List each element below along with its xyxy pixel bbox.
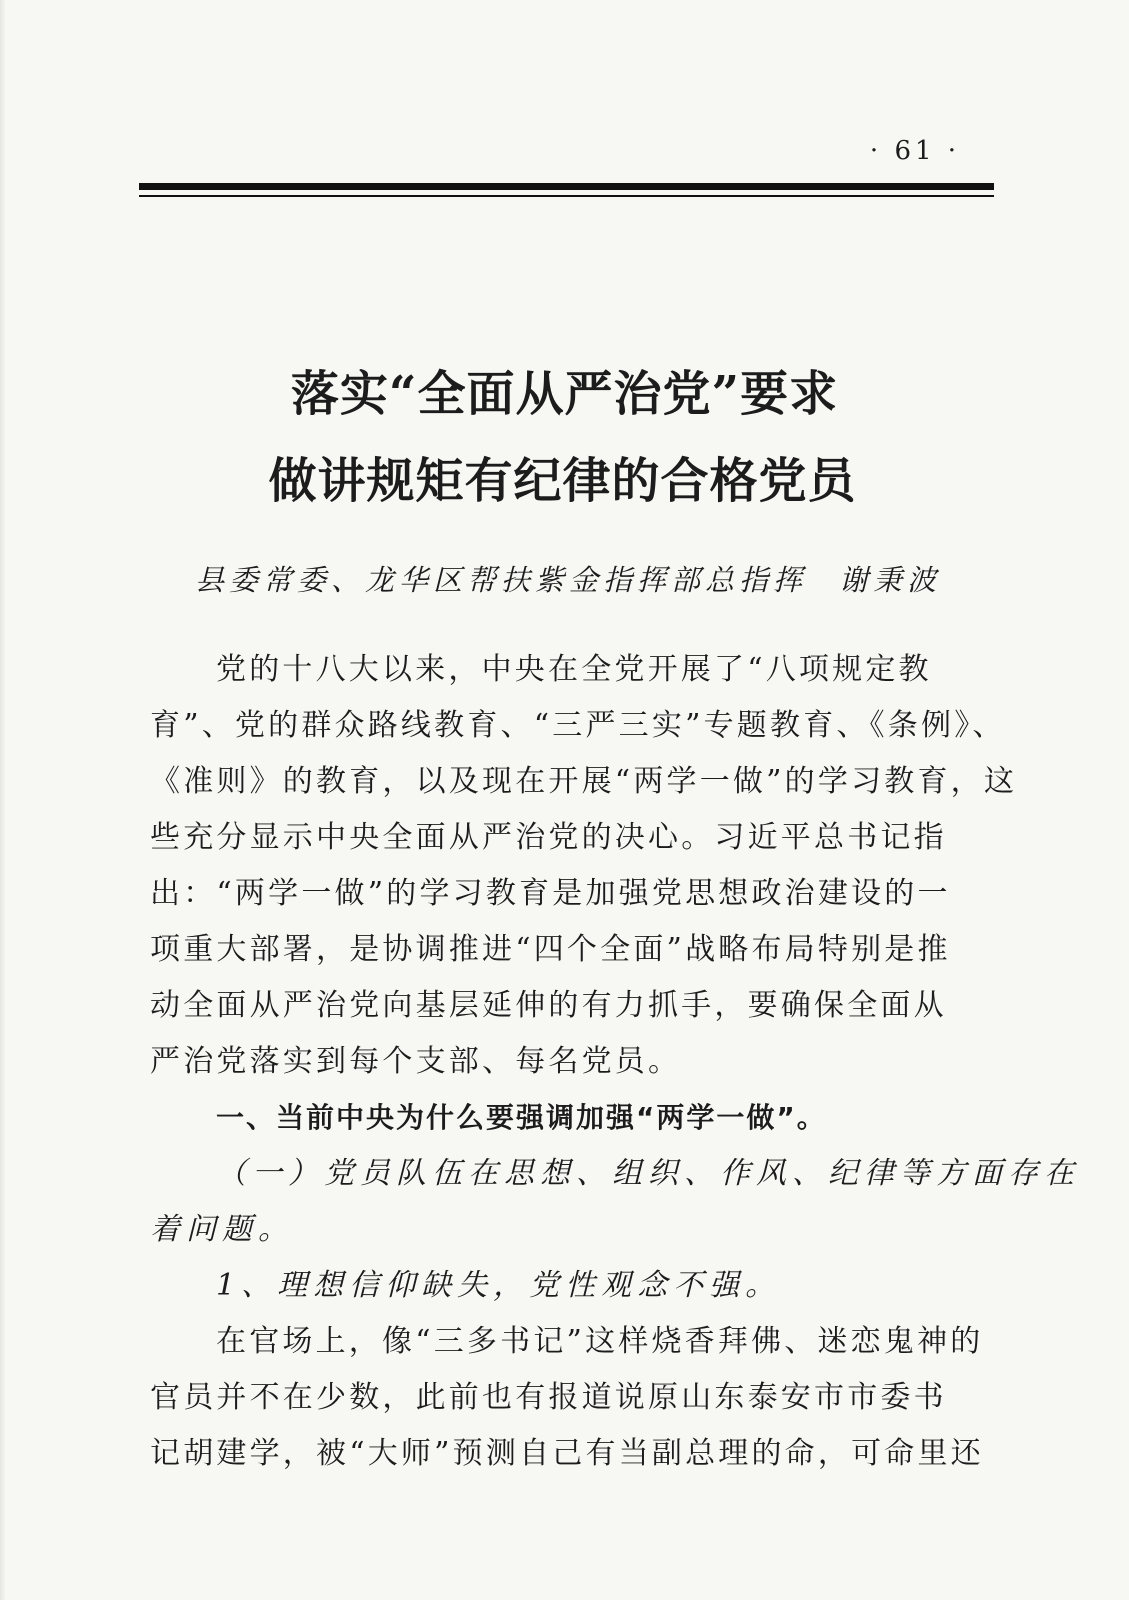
byline [195,558,941,599]
subsection-heading: （一）党员队伍在思想、组织、作风、纪律等方面存在 [216,1156,1080,1191]
section-heading: 一、当前中央为什么要强调加强“两学一做”。 [216,1101,827,1134]
body-line: 严治党落实到每个支部、每名党员。 [150,1044,682,1079]
body-line: 些充分显示中央全面从严治党的决心。习近平总书记指 [150,820,947,855]
header-rule-thick [139,183,994,190]
page-number: · 61 · [869,136,961,166]
scan-edge-shadow [0,0,6,1600]
body-line: 党的十八大以来，中央在全党开展了“八项规定教 [216,652,932,687]
body-line: 官员并不在少数，此前也有报道说原山东泰安市市委书 [150,1380,947,1415]
header-rule-thin [139,195,994,197]
article-title-line-2: 做讲规矩有纪律的合格党员 [268,453,857,509]
body-line: 在官场上，像“三多书记”这样烧香拜佛、迷恋鬼神的 [216,1324,984,1359]
body-line: 育”、党的群众路线教育、“三严三实”专题教育、《条例》、 [150,708,1006,743]
article-body [150,642,1080,1482]
body-line: 动全面从严治党向基层延伸的有力抓手，要确保全面从 [150,988,947,1023]
body-line: 项重大部署，是协调推进“四个全面”战略布局特别是推 [150,932,951,967]
body-line: 记胡建学，被“大师”预测自己有当副总理的命，可命里还 [150,1436,984,1471]
byline-author: 谢秉波 [839,563,942,597]
body-line: 《准则》的教育，以及现在开展“两学一做”的学习教育，这 [150,764,1018,799]
byline-position: 县委常委、龙华区帮扶紫金指挥部总指挥 [195,563,808,597]
point-heading: 1、理想信仰缺失，党性观念不强。 [216,1268,782,1303]
article-title-line-1: 落实“全面从严治党”要求 [290,366,839,422]
body-line: 出：“两学一做”的学习教育是加强党思想政治建设的一 [150,876,951,911]
subsection-heading-cont: 着问题。 [150,1212,294,1247]
